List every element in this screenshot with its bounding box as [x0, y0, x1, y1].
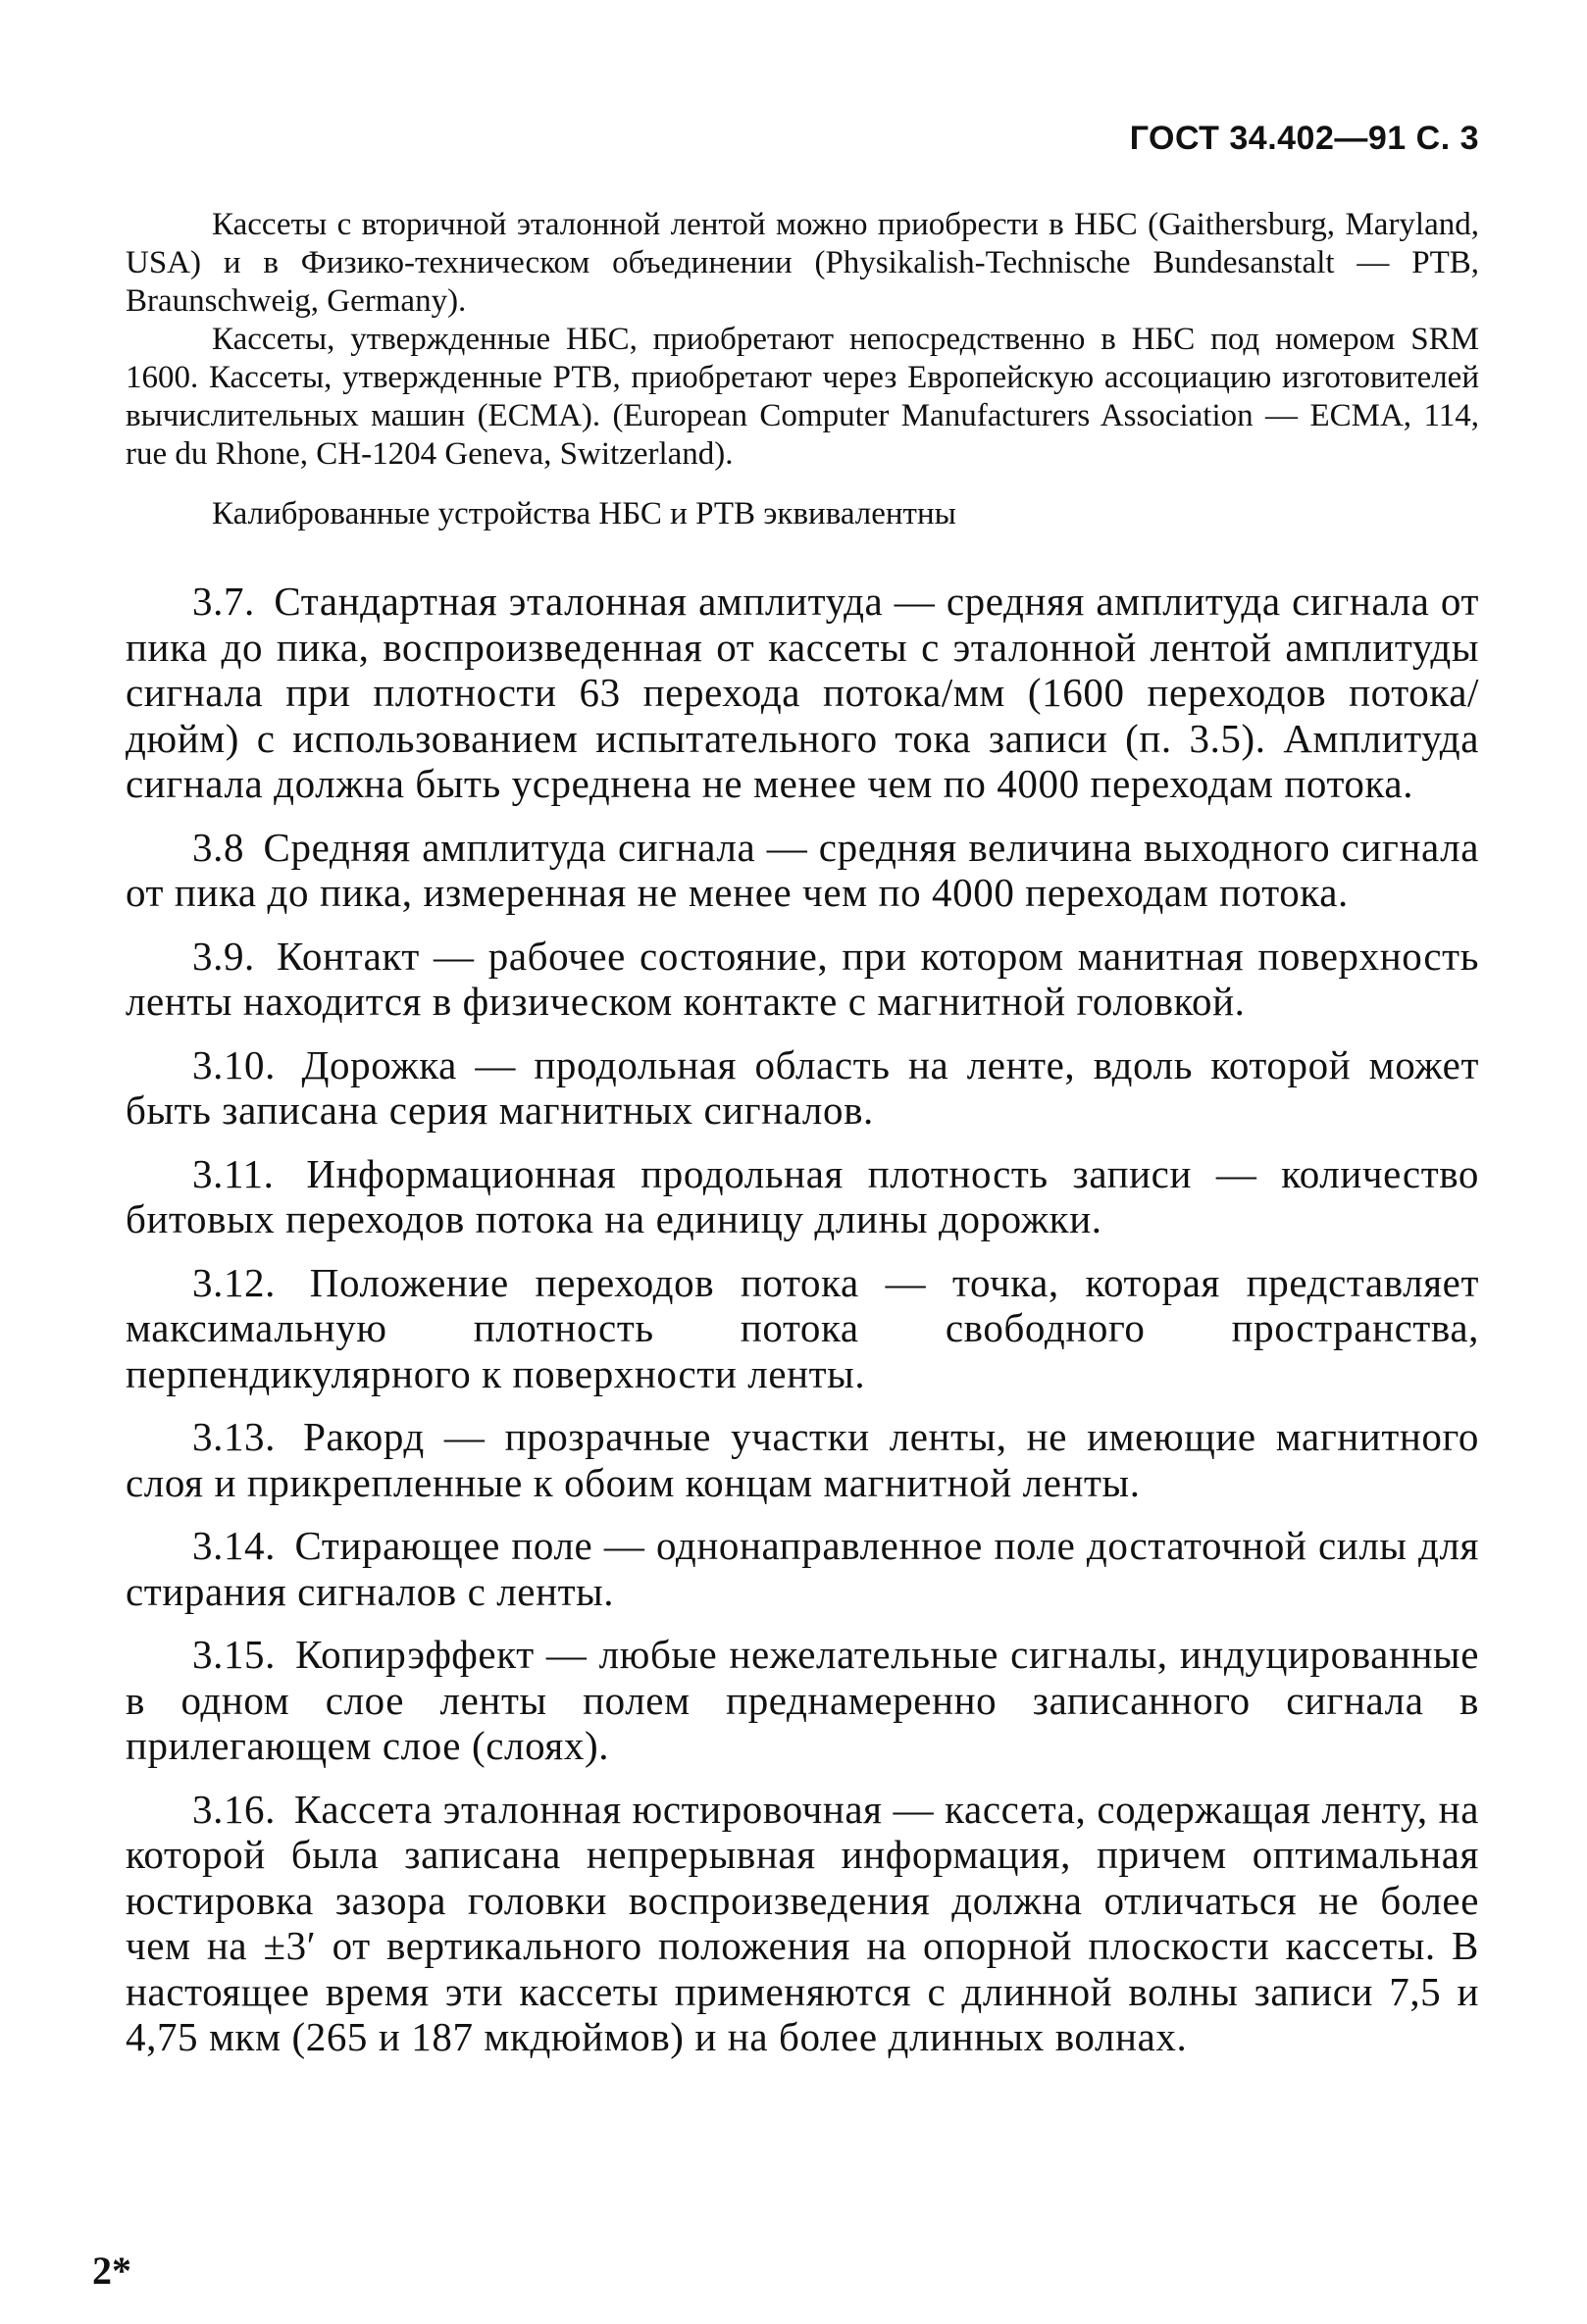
note-paragraph: Кассеты с вторичной эталонной лентой можно приобрести в НБС (Gaithersburg, Maryland, USA) и в Физико-техническом объединении (Physikalish-Technische Bundesanstalt — PTB, Braunschweig, Germany).	[126, 207, 1479, 319]
definition-number: 3.15.	[192, 1632, 276, 1677]
definition-item	[126, 1151, 1479, 1242]
page-signature-mark: 2*	[92, 2248, 131, 2293]
definition-item	[126, 579, 1479, 807]
definition-item	[126, 825, 1479, 916]
definition-item	[126, 1042, 1479, 1134]
definition-text: Положение переходов потока — точка, которая представляет максимальную плотность потока свободного пространства, перпендикулярного к поверхности ленты.	[126, 1259, 1479, 1396]
definition-number: 3.8	[192, 824, 245, 870]
definition-text: Стирающее поле — однонаправленное поле достаточной силы для стирания сигналов с ленты.	[126, 1523, 1480, 1614]
definition-text: Ракорд — прозрачные участки ленты, не имеющие магнитного слоя и прикрепленные к обоим концам магнитной ленты.	[126, 1414, 1479, 1505]
definition-number: 3.9.	[192, 933, 255, 979]
definition-number: 3.12.	[192, 1259, 276, 1305]
definition-number: 3.13.	[192, 1414, 276, 1459]
definitions-list	[126, 579, 1479, 2078]
page-header: ГОСТ 34.402—91 С. 3	[1129, 120, 1479, 157]
definition-item	[126, 1523, 1479, 1614]
definition-text: Средняя амплитуда сигнала — средняя величина выходного сигнала от пика до пика, измеренная не менее чем по 4000 переходам потока.	[126, 824, 1479, 915]
definition-number: 3.10.	[192, 1041, 276, 1087]
notes-block	[126, 206, 1479, 533]
definition-text: Копирэффект — любые нежелательные сигналы, индуцированные в одном слое ленты полем преднамеренно записанного сигнала в прилегающем слое (слоях).	[126, 1632, 1479, 1768]
definition-text: Контакт — рабочее состояние, при котором манитная поверхность ленты находится в физическом контакте с магнитной головкой.	[126, 933, 1480, 1024]
definition-item	[126, 1414, 1479, 1505]
definition-item	[126, 1632, 1479, 1769]
definition-number: 3.14.	[192, 1523, 276, 1568]
definition-number: 3.7.	[192, 579, 255, 624]
definition-number: 3.16.	[192, 1786, 276, 1832]
definition-item	[126, 1787, 1479, 2060]
definition-text: Информационная продольная плотность записи — количество битовых переходов потока на единицу длины дорожки.	[126, 1150, 1479, 1241]
definition-text: Дорожка — продольная область на ленте, вдоль которой может быть записана серия магнитных сигналов.	[126, 1041, 1479, 1133]
definition-item	[126, 934, 1479, 1025]
definition-text: Кассета эталонная юстировочная — кассета, содержащая ленту, на которой была записана непрерывная информация, причем оптимальная юстировка зазора головки воспроизведения должна отличаться не более чем на ±3′ от вертикального положения на опорной плоскости кассеты. В настоящее время эти кассеты применяются с длинной волны записи 7,5 и 4,75 мкм (265 и 187 мкдюймов) и на более длинных волнах.	[126, 1786, 1479, 2059]
definition-item	[126, 1260, 1479, 1397]
definition-number: 3.11.	[192, 1150, 275, 1196]
definition-text: Стандартная эталонная амплитуда — средняя амплитуда сигнала от пика до пика, воспроизведенная от кассеты с эталонной лентой амплитуды сигнала при плотности 63 перехода потока/мм (1600 переходов потока/дюйм) с использованием испытательного тока записи (п. 3.5). Амплитуда сигнала должна быть усреднена не менее чем по 4000 переходам потока.	[126, 579, 1479, 806]
note-paragraph: Калиброванные устройства НБС и РТВ эквивалентны	[212, 496, 956, 531]
note-paragraph: Кассеты, утвержденные НБС, приобретают непосредственно в НБС под номером SRM 1600. Кассеты, утвержденные РТВ, приобретают через Европейскую ассоциацию изготовителей вычислительных машин (ECMA). (European Computer Manufacturers Association — ECMA, 114, rue du Rhone, CH-1204 Geneva, Switzerland).	[126, 322, 1479, 472]
